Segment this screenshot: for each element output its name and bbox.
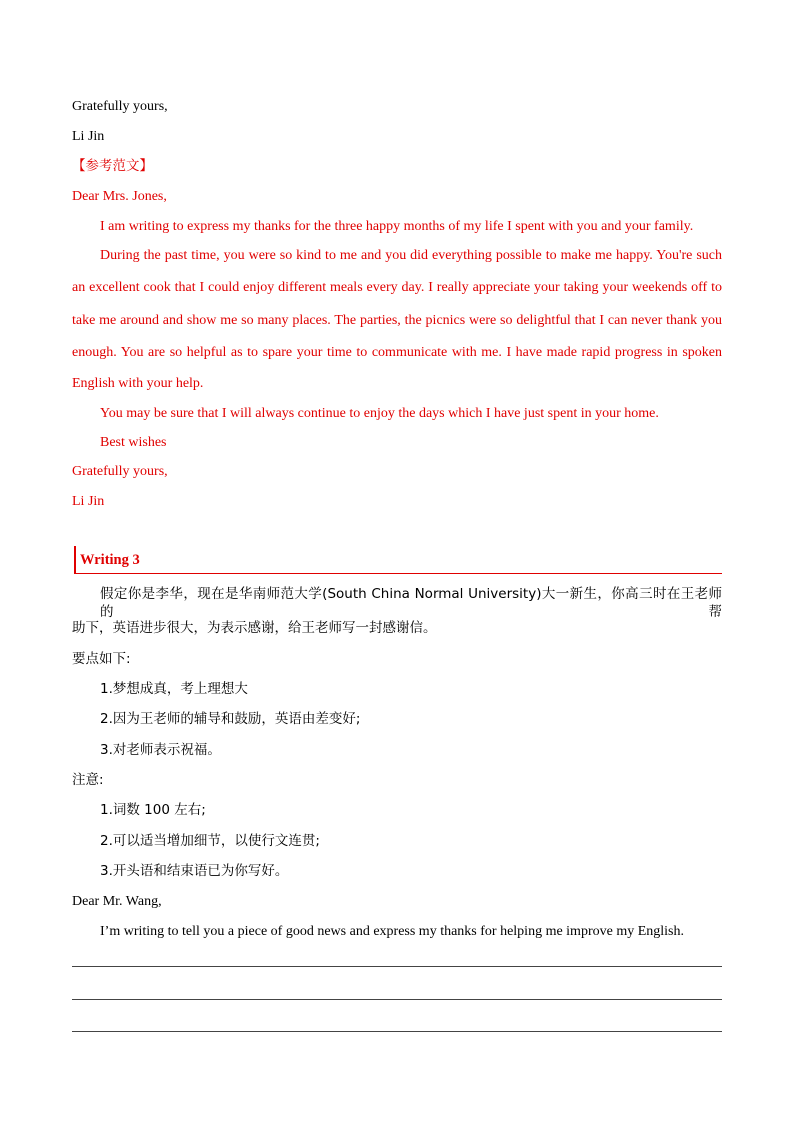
note-item-3: 3.开头语和结束语已为你写好。 xyxy=(100,863,289,879)
sample-paragraph-2-line-3: take me around and show me so many places. The parties, the picnics were so delightful that I can never thank you xyxy=(72,313,722,328)
sample-salutation: Dear Mrs. Jones, xyxy=(72,189,167,204)
answer-line xyxy=(72,999,722,1000)
answer-line xyxy=(72,1031,722,1032)
point-item-1: 1.梦想成真，考上理想大 xyxy=(100,681,248,697)
section-heading-bar xyxy=(74,546,722,574)
sample-paragraph-2-line-1: During the past time, you were so kind to me and you did everything possible to make me happy. You're such xyxy=(100,248,722,263)
sample-closing: Gratefully yours, xyxy=(72,464,168,479)
note-item-1: 1.词数 100 左右; xyxy=(100,802,206,818)
sample-paragraph-3: You may be sure that I will always continue to enjoy the days which I have just spent in your home. xyxy=(100,406,659,421)
point-item-3: 3.对老师表示祝福。 xyxy=(100,742,221,758)
prompt-line-2: 助下，英语进步很大，为表示感谢，给王老师写一封感谢信。 xyxy=(72,620,437,636)
top-closing: Gratefully yours, xyxy=(72,99,168,114)
sample-paragraph-2-line-4: enough. You are so helpful as to spare your time to communicate with me. I have made rapid progress in spoken xyxy=(72,345,722,360)
points-label: 要点如下: xyxy=(72,651,131,667)
top-signature: Li Jin xyxy=(72,129,105,144)
letter-salutation: Dear Mr. Wang, xyxy=(72,894,162,909)
answer-line xyxy=(72,966,722,967)
note-item-2: 2.可以适当增加细节，以使行文连贯; xyxy=(100,833,320,849)
sample-label: 【参考范文】 xyxy=(72,158,153,174)
notes-label: 注意: xyxy=(72,772,104,788)
sample-wishes: Best wishes xyxy=(100,435,167,450)
point-item-2: 2.因为王老师的辅导和鼓励，英语由差变好; xyxy=(100,711,361,727)
section-heading: Writing 3 xyxy=(80,552,140,568)
prompt-line-1: 假定你是李华，现在是华南师范大学(South China Normal University)大一新生，你高三时在王老师的帮 xyxy=(100,586,722,620)
letter-opening: I’m writing to tell you a piece of good news and express my thanks for helping me improve my English. xyxy=(100,924,684,939)
sample-signature: Li Jin xyxy=(72,494,105,509)
sample-paragraph-1: I am writing to express my thanks for the three happy months of my life I spent with you and your family. xyxy=(100,219,694,234)
sample-paragraph-2-line-5: English with your help. xyxy=(72,376,204,391)
sample-paragraph-2-line-2: an excellent cook that I could enjoy different meals every day. I really appreciate your taking your weekends off to xyxy=(72,280,722,295)
